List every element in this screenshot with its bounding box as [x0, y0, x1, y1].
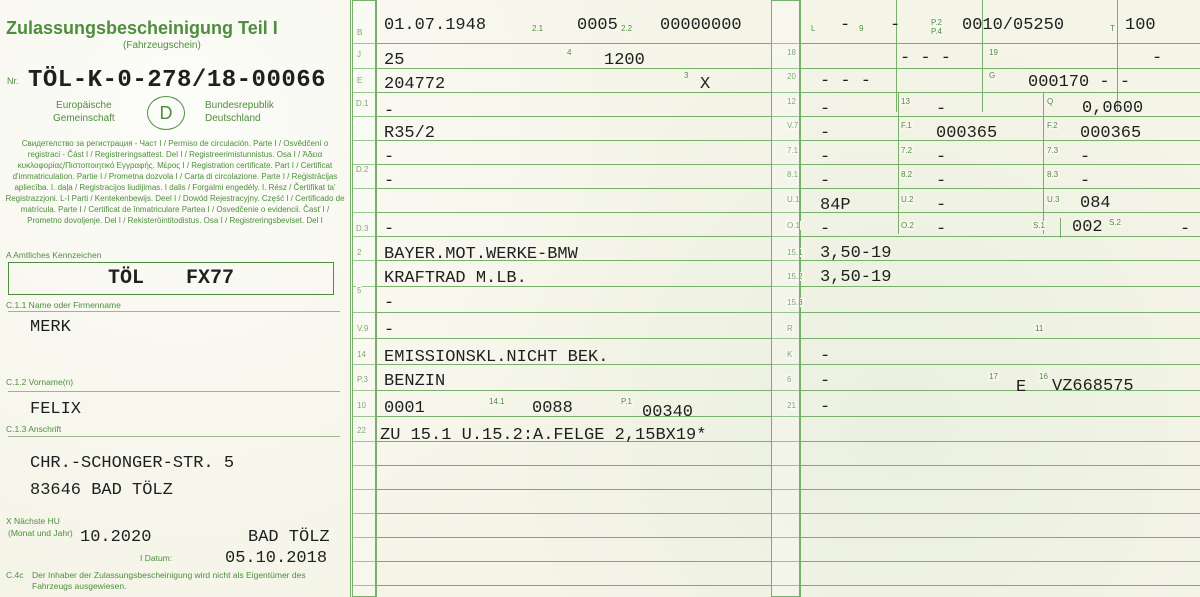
left-line-2 — [8, 391, 340, 392]
left-line-1 — [8, 311, 340, 312]
code-2: 2 — [357, 248, 362, 257]
value-V7: - — [820, 124, 831, 143]
owner-first-name: FELIX — [30, 400, 82, 419]
value-15_1: 3,50-19 — [820, 244, 892, 263]
value-13: - — [936, 100, 947, 119]
value-O2: - — [936, 220, 947, 239]
value-16: VZ668575 — [1052, 377, 1134, 396]
document-subtitle: (Fahrzeugschein) — [123, 40, 201, 51]
value-18: - - - — [900, 49, 952, 68]
code-G: G — [989, 71, 996, 80]
middle-code-strip — [771, 0, 800, 597]
value-P3: BENZIN — [384, 372, 446, 391]
value-5: KRAFTRAD M.LB. — [384, 269, 527, 288]
multilanguage-certificate-text: Свидетелство за регистрация - Част I / Permiso de circulación. Parte I / Osvědčení o registraci - Část I / Registreringsattest. Del I / Registreerimistunnistus. Osa I / Άδεια κυκλοφορίας/Πιστοποιητικό Εγγραφής. Μέρος I / Registration certificate. Part I / Certificat d'immatriculation. Partie I / Prometna dozvola I / Carta di circolazione. Parte I / Reģistrācijas apliecība. I. daļa / Registracijos liudijimas. I dalis / Forgalmi engedély. I. Rész / Čertifikat ta' Registrazzjoni. L-I Parti / Kentekenbewijs. Deel I / Dowód Rejestracyjny. Część I / Certificado de matrícula. Parte I / Certificat de înmatriculare Partea I / Osvedčenie o evidencii. Časť I / Prometno dovoljenje. Del I / Rekisteröintitodistus. Osa I / Registreringsbeviset. Del I — [5, 139, 345, 225]
code-12: 12 — [787, 97, 796, 106]
eu-right-line-1: Bundesrepublik — [205, 100, 274, 111]
code-22: 22 — [357, 426, 366, 435]
code-D3: D.3 — [356, 224, 369, 233]
value-G: 000170 - - — [1028, 73, 1131, 92]
value-D2-line3: - — [384, 172, 395, 191]
code-8_2: 8.2 — [901, 170, 913, 179]
code-F2: F.2 — [1047, 121, 1058, 130]
label-c4c: C.4c — [6, 570, 24, 580]
code-L: L — [811, 24, 816, 33]
code-20: 20 — [787, 72, 796, 81]
code-T: T — [1110, 24, 1115, 33]
eu-left-text — [53, 99, 115, 125]
value-9: - — [890, 16, 901, 35]
value-21: - — [820, 398, 831, 417]
code-U2: U.2 — [901, 195, 914, 204]
value-D1: - — [384, 102, 395, 121]
grid-v-6 — [1117, 0, 1118, 112]
value-22: ZU 15.1 U.15.2:A.FELGE 2,15BX19* — [380, 426, 707, 445]
code-7_2: 7.2 — [901, 146, 913, 155]
value-4: 1200 — [604, 51, 645, 70]
code-P2_P4: P.2 P.4 — [931, 18, 942, 36]
label-c12: C.1.2 Vorname(n) — [6, 377, 74, 387]
code-Q: Q — [1047, 97, 1054, 106]
value-E: 204772 — [384, 75, 446, 94]
code-2_1: 2.1 — [532, 24, 544, 33]
value-S1: 002 — [1072, 218, 1103, 237]
code-P3: P.3 — [357, 375, 368, 384]
code-6: 6 — [787, 375, 792, 384]
code-F1: F.1 — [901, 121, 912, 130]
value-F1: 000365 — [936, 124, 998, 143]
value-P2_P4: 0010/05250 — [962, 16, 1065, 35]
value-Q: 0,0600 — [1082, 99, 1144, 118]
value-7_2: - — [936, 148, 947, 167]
label-date: I Datum: — [140, 553, 173, 563]
value-17: E — [1016, 378, 1027, 397]
code-13: 13 — [901, 97, 910, 106]
value-L: - — [840, 16, 851, 35]
value-V9: - — [384, 321, 395, 340]
value-2_1: 0005 — [577, 16, 618, 35]
label-c13: C.1.3 Anschrift — [6, 424, 62, 434]
value-P1: 00340 — [642, 403, 694, 422]
label-amtliches-kennzeichen: A Amtliches Kennzeichen — [6, 250, 102, 260]
grid-v-9 — [1060, 218, 1061, 238]
code-P1: P.1 — [621, 397, 632, 406]
code-15_1: 15.1 — [787, 248, 803, 257]
code-14: 14 — [357, 350, 366, 359]
address-line-2: 83646 BAD TÖLZ — [30, 481, 173, 500]
code-4: 4 — [567, 48, 572, 57]
eu-left-line-1: Europäische — [56, 100, 112, 111]
owner-name: MERK — [30, 318, 71, 337]
code-19: 19 — [989, 48, 998, 57]
value-15_2: 3,50-19 — [820, 268, 892, 287]
code-U1: U.1 — [787, 195, 800, 204]
code-7_3: 7.3 — [1047, 146, 1059, 155]
value-T: 100 — [1125, 16, 1156, 35]
value-8_1: - — [820, 172, 831, 191]
code-8_1: 8.1 — [787, 170, 799, 179]
plate-left: TÖL — [107, 267, 144, 290]
code-O2: O.2 — [901, 221, 914, 230]
code-R: R — [787, 324, 793, 333]
left-line-3 — [8, 436, 340, 437]
code-D1: D.1 — [356, 99, 369, 108]
value-D3: - — [384, 220, 395, 239]
value-10: 0001 — [384, 399, 425, 418]
eu-left-line-2: Gemeinschaft — [53, 113, 115, 124]
label-next-hu: X Nächste HU — [6, 516, 60, 526]
code-2_2: 2.2 — [621, 24, 633, 33]
left-right-divider — [350, 0, 351, 597]
left-code-strip — [352, 0, 376, 597]
value-5-line2: - — [384, 294, 395, 313]
eu-right-text — [205, 99, 274, 125]
plate-right: FX77 — [186, 267, 235, 290]
label-next-hu-sub: (Monat und Jahr) — [8, 528, 73, 538]
code-17: 17 — [989, 372, 998, 381]
code-5: 5 — [357, 286, 362, 295]
nr-label: Nr. — [7, 76, 19, 86]
value-14: EMISSIONSKL.NICHT BEK. — [384, 348, 609, 367]
value-K: - — [820, 347, 831, 366]
code-7_1: 7.1 — [787, 146, 799, 155]
value-F2: 000365 — [1080, 124, 1142, 143]
value-8_2: - — [936, 172, 947, 191]
code-D2: D.2 — [356, 165, 369, 174]
address-line-1: CHR.-SCHONGER-STR. 5 — [30, 454, 235, 473]
value-B: 01.07.1948 — [384, 16, 487, 35]
code-8_3: 8.3 — [1047, 170, 1059, 179]
right-panel — [352, 0, 1200, 597]
value-7_3: - — [1080, 148, 1091, 167]
value-19: - — [1152, 49, 1163, 68]
c4c-text: Der Inhaber der Zulassungsbescheinigung wird nicht als Eigentümer des Fahrzeugs ausgewiesen. — [32, 570, 306, 591]
value-12: - — [820, 100, 831, 119]
value-14_1: 0088 — [532, 399, 573, 418]
value-3: X — [700, 75, 711, 94]
code-J: J — [357, 50, 361, 59]
value-D2: R35/2 — [384, 124, 436, 143]
grid-v-1 — [376, 0, 377, 597]
value-20: - - - — [820, 72, 872, 91]
registration-number: TÖL-K-0-278/18-00066 — [28, 67, 327, 94]
value-7_1: - — [820, 148, 831, 167]
code-16: 16 — [1039, 372, 1048, 381]
value-J: 25 — [384, 51, 405, 70]
code-S1: S.1 — [1033, 221, 1046, 230]
code-V7: V.7 — [787, 121, 799, 130]
value-U3: 084 — [1080, 194, 1111, 213]
code-O1: O.1 — [787, 221, 800, 230]
place-value: BAD TÖLZ — [248, 528, 330, 547]
code-S2: S.2 — [1109, 218, 1122, 227]
label-c11: C.1.1 Name oder Firmenname — [6, 300, 121, 310]
value-O1: - — [820, 220, 831, 239]
value-S2: - — [1180, 220, 1191, 239]
value-D2-line2: - — [384, 148, 395, 167]
code-10: 10 — [357, 401, 366, 410]
code-11: 11 — [1035, 324, 1044, 333]
code-3: 3 — [684, 71, 689, 80]
code-E: E — [357, 76, 363, 85]
code-18: 18 — [787, 48, 796, 57]
code-U3: U.3 — [1047, 195, 1060, 204]
code-15_3: 15.3 — [787, 298, 803, 307]
code-K: K — [787, 350, 793, 359]
code-9: 9 — [859, 24, 864, 33]
value-U2: - — [936, 196, 947, 215]
code-V9: V.9 — [357, 324, 369, 333]
value-2: BAYER.MOT.WERKE-BMW — [384, 245, 578, 264]
code-21: 21 — [787, 401, 796, 410]
date-value: 05.10.2018 — [225, 549, 328, 568]
country-code: D — [159, 102, 173, 123]
code-B: B — [357, 28, 363, 37]
value-U1: 84P — [820, 196, 851, 215]
eu-right-line-2: Deutschland — [205, 113, 261, 124]
value-6: - — [820, 372, 831, 391]
code-15_2: 15.2 — [787, 272, 803, 281]
country-code-circle — [147, 96, 185, 130]
value-8_3: - — [1080, 172, 1091, 191]
document-title: Zulassungsbescheinigung Teil I — [6, 18, 278, 38]
license-plate-box — [8, 262, 334, 295]
next-hu-value: 10.2020 — [80, 528, 152, 547]
value-2_2: 00000000 — [660, 16, 742, 35]
code-14_1: 14.1 — [489, 397, 505, 406]
left-panel — [0, 0, 350, 597]
